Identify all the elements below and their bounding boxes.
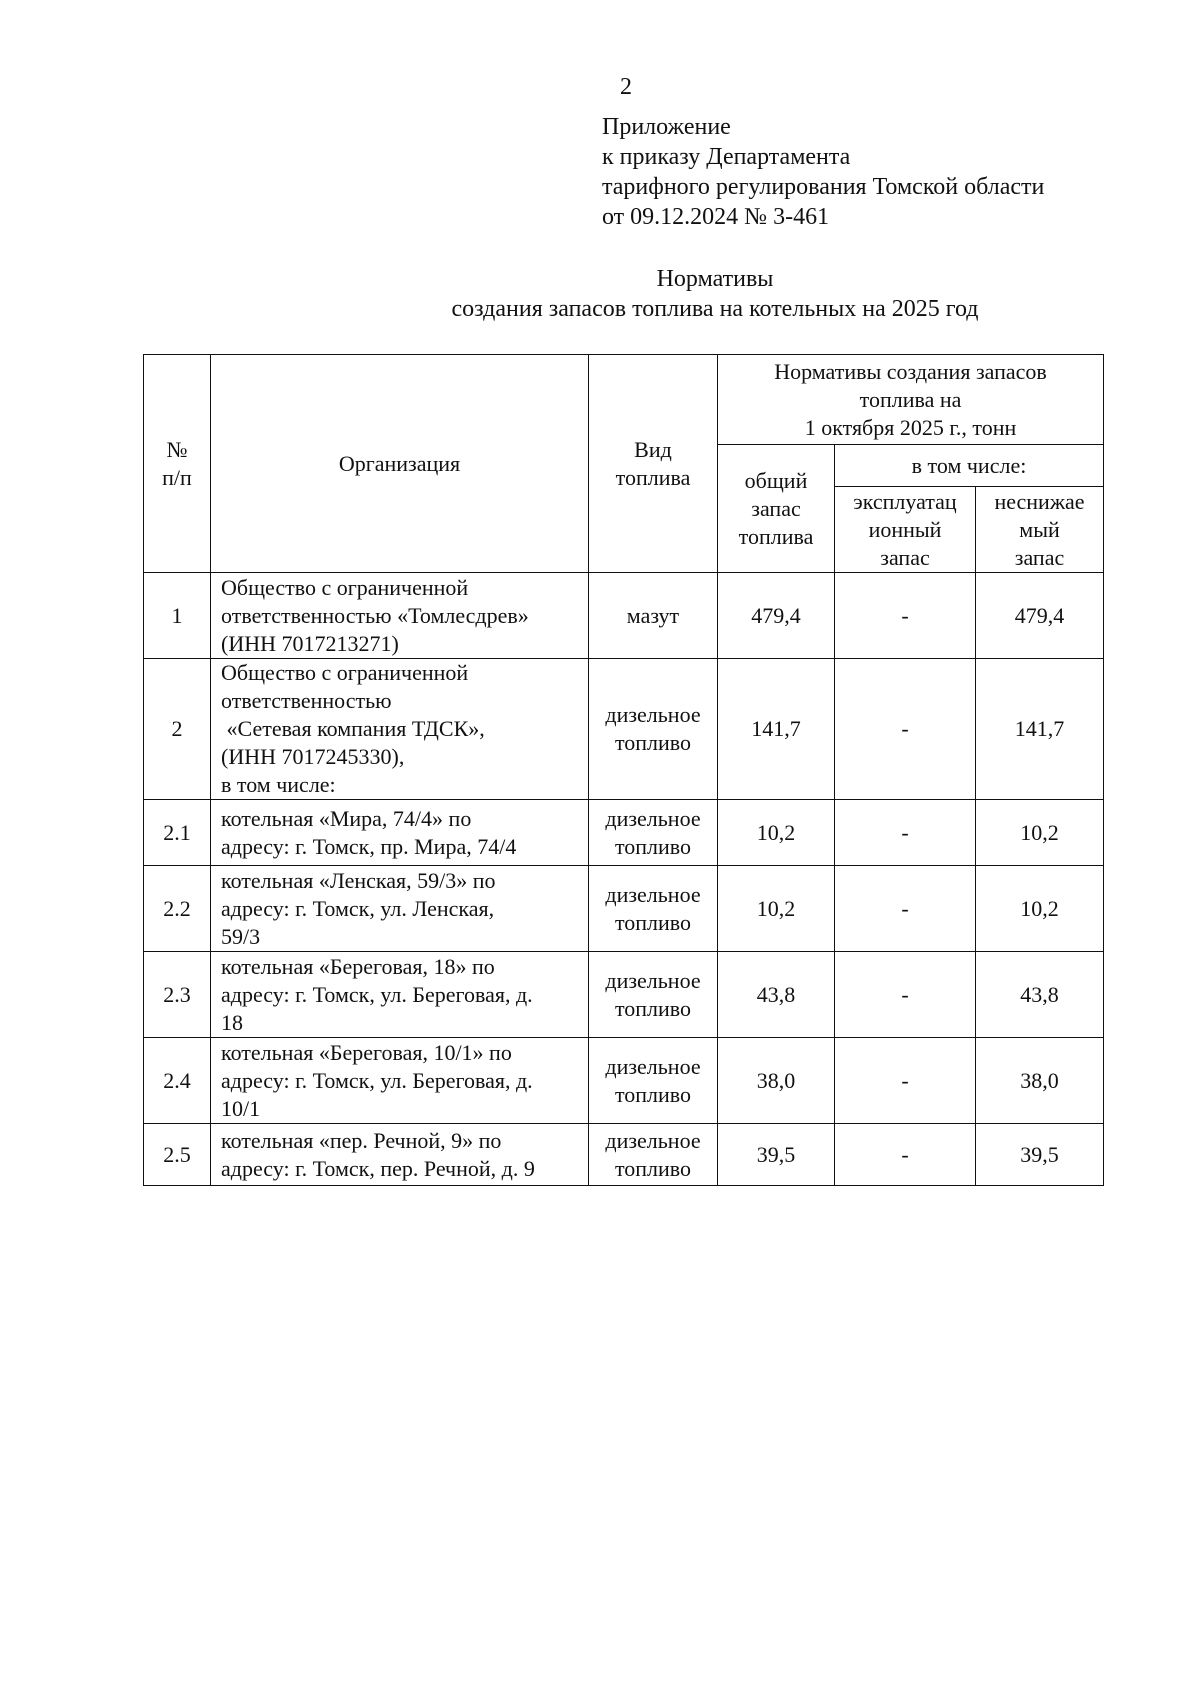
table-row [144,1124,1104,1186]
cell-fuel-type [589,1124,718,1186]
header-norms [718,355,1104,445]
cell-total-reserve: 10,2 [718,800,835,866]
header-num-line: п/п [162,464,192,490]
header-norms-line: Нормативы создания запасов [774,358,1047,384]
organization-line: адресу: г. Томск, ул. Ленская, [221,895,495,921]
cell-num: 2.2 [144,866,211,952]
organization-line: котельная «пер. Речной, 9» по [221,1127,502,1153]
fuel-type-line: дизельное [605,967,701,993]
header-irreducible-line: запас [1014,544,1065,570]
organization-line: в том числе: [221,772,336,797]
cell-irreducible-reserve: 141,7 [976,659,1104,800]
fuel-type-line: дизельное [605,1127,701,1153]
appendix-line: от 09.12.2024 № 3-461 [602,204,830,230]
title-line-2: создания запасов топлива на котельных на 2025 год [451,296,979,322]
organization-line: адресу: г. Томск, ул. Береговая, д. [221,1067,533,1093]
cell-organization [211,800,589,866]
cell-irreducible-reserve: 479,4 [976,573,1104,659]
fuel-type-line: мазут [626,602,680,628]
cell-num: 2.3 [144,952,211,1038]
header-total-line: запас [751,495,801,521]
cell-fuel-type [589,1038,718,1124]
table-row [144,573,1104,659]
cell-irreducible-reserve: 43,8 [976,952,1104,1038]
organization-line: Общество с ограниченной [221,574,469,600]
cell-organization [211,952,589,1038]
organization-line: ответственностью [221,688,392,713]
header-num [144,355,211,573]
cell-operational-reserve: - [835,952,976,1038]
header-fuel-line: Вид [634,436,672,462]
page-number: 2 [620,74,632,100]
organization-line: 18 [221,1009,243,1035]
organization-line: Общество с ограниченной [221,660,469,685]
appendix-block [602,112,1044,232]
fuel-type-line: топливо [614,1081,692,1107]
header-fuel-type [589,355,718,573]
header-irreducible-line: неснижае [994,488,1085,514]
table-row [144,952,1104,1038]
cell-fuel-type [589,800,718,866]
header-operational-line: ионный [868,516,942,542]
cell-organization [211,1124,589,1186]
cell-organization [211,866,589,952]
header-including: в том числе: [835,445,1104,487]
fuel-type-line: топливо [614,730,692,755]
fuel-type-line: дизельное [605,805,701,831]
organization-line: котельная «Мира, 74/4» по [221,805,472,831]
cell-num: 1 [144,573,211,659]
header-norms-line: 1 октября 2025 г., тонн [804,414,1017,440]
cell-total-reserve: 10,2 [718,866,835,952]
appendix-line: к приказу Департамента [602,144,851,170]
organization-line: ответственностью «Томлесдрев» [221,602,529,628]
fuel-type-line: топливо [614,1155,692,1181]
cell-operational-reserve: - [835,659,976,800]
cell-organization [211,659,589,800]
header-total-line: топлива [738,523,814,549]
fuel-type-line: дизельное [605,702,701,727]
header-operational-line: эксплуатац [853,488,957,514]
cell-total-reserve: 141,7 [718,659,835,800]
cell-operational-reserve: - [835,1124,976,1186]
appendix-line: Приложение [602,114,731,140]
cell-irreducible-reserve: 10,2 [976,866,1104,952]
fuel-type-line: дизельное [605,881,701,907]
organization-line: «Сетевая компания ТДСК», [221,716,485,741]
organization-line: котельная «Ленская, 59/3» по [221,867,496,893]
table-body [144,573,1104,1186]
cell-organization [211,573,589,659]
title-line-1: Нормативы [656,266,774,292]
fuel-type-line: топливо [614,909,692,935]
cell-num: 2.1 [144,800,211,866]
table-row [144,1038,1104,1124]
cell-total-reserve: 43,8 [718,952,835,1038]
organization-line: адресу: г. Томск, пер. Речной, д. 9 [221,1155,535,1181]
cell-organization [211,1038,589,1124]
header-fuel-line: топлива [615,464,691,490]
organization-line: адресу: г. Томск, ул. Береговая, д. [221,981,533,1007]
table-row [144,866,1104,952]
header-norms-line: топлива на [859,386,962,412]
fuel-type-line: дизельное [605,1053,701,1079]
cell-operational-reserve: - [835,800,976,866]
organization-line: 10/1 [221,1095,261,1121]
cell-total-reserve: 39,5 [718,1124,835,1186]
cell-num: 2 [144,659,211,800]
appendix-line: тарифного регулирования Томской области [602,174,1045,200]
cell-operational-reserve: - [835,866,976,952]
header-operational-reserve [835,487,976,573]
document-title [0,264,1200,324]
cell-fuel-type [589,573,718,659]
cell-operational-reserve: - [835,573,976,659]
cell-irreducible-reserve: 39,5 [976,1124,1104,1186]
cell-irreducible-reserve: 38,0 [976,1038,1104,1124]
cell-total-reserve: 38,0 [718,1038,835,1124]
organization-line: котельная «Береговая, 18» по [221,953,495,979]
cell-fuel-type [589,952,718,1038]
header-total-line: общий [744,467,808,493]
organization-line: (ИНН 7017213271) [221,630,399,656]
header-irreducible-reserve [976,487,1104,573]
cell-fuel-type [589,866,718,952]
table-row [144,800,1104,866]
fuel-type-line: топливо [614,833,692,859]
header-operational-line: запас [880,544,930,570]
header-total-reserve [718,445,835,573]
cell-num: 2.5 [144,1124,211,1186]
cell-fuel-type [589,659,718,800]
header-irreducible-line: мый [1019,516,1060,542]
header-num-line: № [166,436,188,462]
fuel-type-line: топливо [614,995,692,1021]
fuel-reserves-table [143,354,1104,1186]
organization-line: адресу: г. Томск, пр. Мира, 74/4 [221,833,517,859]
table-row [144,659,1104,800]
organization-line: 59/3 [221,923,261,949]
organization-line: (ИНН 7017245330), [221,744,405,769]
cell-total-reserve: 479,4 [718,573,835,659]
organization-line: котельная «Береговая, 10/1» по [221,1039,512,1065]
cell-num: 2.4 [144,1038,211,1124]
header-organization: Организация [211,355,589,573]
cell-irreducible-reserve: 10,2 [976,800,1104,866]
cell-operational-reserve: - [835,1038,976,1124]
